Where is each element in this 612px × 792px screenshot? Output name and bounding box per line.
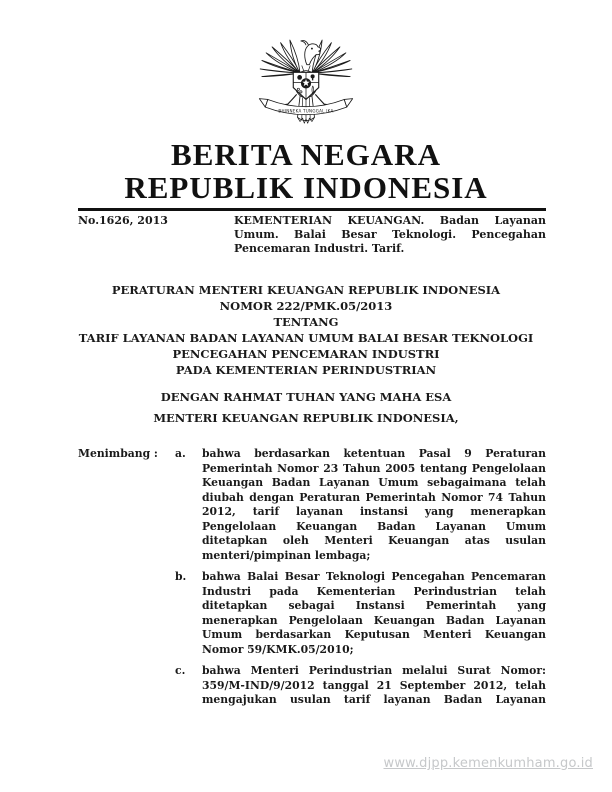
masthead-rule (78, 208, 546, 211)
regulation-number-line: NOMOR 222/PMK.05/2013 (219, 299, 393, 313)
masthead (0, 138, 612, 204)
considerations-label: Menimbang : (78, 447, 158, 460)
consideration-marker: b. (175, 570, 187, 583)
issue-header (78, 214, 546, 256)
consideration-item-c (78, 664, 546, 708)
regulation-subject-line: PENCEGAHAN PENCEMARAN INDUSTRI (172, 347, 440, 361)
considerations-label-spacer (78, 664, 175, 708)
invocation-line: DENGAN RAHMAT TUHAN YANG MAHA ESA (160, 390, 452, 404)
authority-line: MENTERI KEUANGAN REPUBLIK INDONESIA, (153, 411, 459, 425)
consideration-item-b (78, 570, 546, 657)
regulation-subject-line: PADA KEMENTERIAN PERINDUSTRIAN (175, 363, 437, 377)
issue-number: No.1626, 2013 (78, 214, 168, 227)
regulation-title-line: PERATURAN MENTERI KEUANGAN REPUBLIK INDONESIA (111, 283, 501, 297)
considerations-section (78, 447, 546, 715)
garuda-pancasila-emblem (255, 35, 357, 130)
regulation-subject-line: TARIF LAYANAN BADAN LAYANAN UMUM BALAI BESAR TEKNOLOGI (78, 331, 534, 345)
consideration-item-a (78, 447, 546, 563)
consideration-text: bahwa Balai Besar Teknologi Pencegahan Pencemaran Industri pada Kementerian Perindustrian telah ditetapkan sebagai Instansi Pemerintah yang menerapkan Pengelolaan Keuangan Badan Layanan Umum berdasarkan Keputusan Menteri Keuangan Nomor 59/KMK.05/2010; (202, 570, 546, 656)
regulation-tentang-line: TENTANG (273, 315, 339, 329)
considerations-label-spacer (78, 570, 175, 657)
masthead-title-line2: REPUBLIK INDONESIA (124, 170, 488, 205)
consideration-marker: a. (175, 447, 186, 460)
consideration-marker: c. (175, 664, 186, 677)
masthead-title-line1: BERITA NEGARA (171, 137, 441, 172)
subject-abstract: KEMENTERIAN KEUANGAN. Badan Layanan Umum. Balai Besar Teknologi. Pencegahan Pencemaran Industri. Tarif. (234, 214, 546, 255)
emblem-motto-text: BHINNEKA TUNGGAL IKA (278, 108, 334, 114)
watermark-link: www.djpp.kemenkumham.go.id (383, 756, 593, 771)
consideration-text: bahwa Menteri Perindustrian melalui Surat Nomor: 359/M-IND/9/2012 tanggal 21 September 2012, telah mengajukan usulan tarif layanan Badan Layanan (202, 664, 546, 706)
regulation-title-block (66, 282, 546, 426)
consideration-text: bahwa berdasarkan ketentuan Pasal 9 Peraturan Pemerintah Nomor 23 Tahun 2005 tentang Pengelolaan Keuangan Badan Layanan Umum sebagaimana telah diubah dengan Peraturan Pemerintah Nomor 74 Tahun 2012, tarif layanan instansi yang menerapkan Pengelolaan Keuangan Badan Layanan Umum ditetapkan oleh Menteri Keuangan atas usulan menteri/pimpinan lembaga; (202, 447, 546, 562)
